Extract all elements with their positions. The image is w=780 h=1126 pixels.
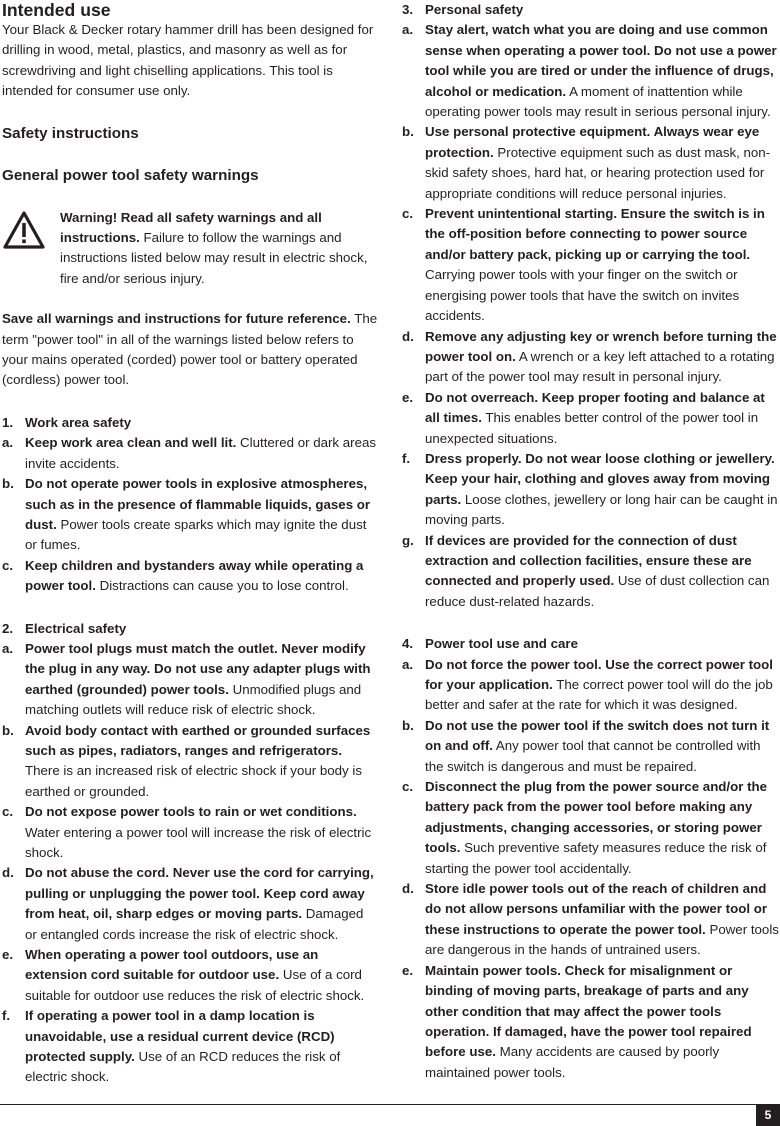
item-bold: Do not operate power tools in explosive atmospheres, such as in the presence of flammable liquids, gases or dust. bbox=[25, 476, 371, 532]
item-bold: Do not abuse the cord. Never use the cord for carrying, pulling or unplugging the power tool. Keep cord away from heat, oil, sharp edges or moving parts. bbox=[25, 865, 374, 922]
item-body: The correct power tool will do the job better and safer at the rate for which it was designed. bbox=[425, 677, 773, 713]
list-item bbox=[2, 556, 378, 597]
section-heading bbox=[2, 619, 378, 639]
section-heading bbox=[2, 413, 378, 433]
general-warnings-title: General power tool safety warnings bbox=[2, 166, 259, 184]
item-letter: d. bbox=[402, 881, 414, 897]
item-bold: Power tool plugs must match the outlet. Never modify the plug in any way. Do not use any adapter plugs with earthed (grounded) power tools. bbox=[25, 640, 371, 697]
warning-body: Failure to follow the warnings and instructions listed below may result in electric shock, fire and/or serious injury. bbox=[60, 230, 368, 286]
section-title: Personal safety bbox=[425, 2, 524, 17]
item-letter: b. bbox=[2, 476, 14, 492]
item-text bbox=[25, 945, 378, 1006]
item-body: A moment of inattention while operating power tools may result in serious personal injury. bbox=[425, 83, 771, 120]
list-item bbox=[402, 388, 780, 449]
item-letter: d. bbox=[2, 865, 14, 881]
item-text bbox=[425, 777, 780, 879]
item-text bbox=[425, 879, 780, 961]
left-sections bbox=[2, 413, 378, 1088]
item-letter: c. bbox=[402, 206, 414, 222]
list-item bbox=[2, 639, 378, 721]
item-bold: Avoid body contact with earthed or grounded surfaces such as pipes, radiators, ranges and refrigerators. bbox=[25, 722, 371, 758]
item-bold: Maintain power tools. Check for misalignment or binding of moving parts, breakage of parts and any other condition that may affect the power tools operation. If damaged, have the power tool repaired before use. bbox=[425, 962, 752, 1060]
item-letter: d. bbox=[402, 328, 414, 344]
section-title: Electrical safety bbox=[25, 620, 127, 636]
item-bold: Do not use the power tool if the switch does not turn it on and off. bbox=[425, 717, 770, 754]
left-column bbox=[2, 0, 378, 1088]
item-body: A wrench or a key left attached to a rotating part of the power tool may result in personal injury. bbox=[425, 348, 775, 385]
item-bold: Do not expose power tools to rain or wet conditions. bbox=[25, 804, 357, 820]
item-letter: f. bbox=[402, 450, 411, 466]
item-bold: If operating a power tool in a damp location is unavoidable, use a residual current device (RCD) protected supply. bbox=[25, 1008, 335, 1065]
item-bold: Do not overreach. Keep proper footing and balance at all times. bbox=[425, 389, 765, 426]
list-item bbox=[2, 945, 378, 1006]
item-letter: b. bbox=[402, 124, 414, 140]
item-text bbox=[425, 204, 780, 326]
right-column bbox=[402, 0, 780, 1083]
item-letter: e. bbox=[402, 389, 414, 405]
section-number: 2. bbox=[2, 620, 14, 636]
item-text bbox=[425, 961, 780, 1083]
list-item bbox=[402, 655, 780, 716]
section-2 bbox=[2, 619, 378, 1088]
item-letter: a. bbox=[2, 435, 14, 451]
warning-text bbox=[60, 208, 378, 290]
item-body: Protective equipment such as dust mask, non-skid safety shoes, hard hat, or hearing protection used for appropriate conditions will reduce personal injuries. bbox=[425, 144, 771, 201]
item-letter: c. bbox=[402, 779, 414, 795]
section-heading bbox=[402, 0, 780, 20]
item-body: Power tools create sparks which may ignite the dust or fumes. bbox=[25, 516, 367, 553]
right-sections bbox=[402, 0, 780, 1083]
item-bold: Stay alert, watch what you are doing and use common sense when operating a power tool. Do not use a power tool while you are tired or under the influence of drugs, alcohol or medication. bbox=[425, 22, 777, 99]
item-body: This enables better control of the power tool in unexpected situations. bbox=[425, 410, 759, 446]
item-bold: If devices are provided for the connection of dust extraction and collection facilities, ensure these are connected and properly used. bbox=[425, 532, 752, 589]
item-letter: b. bbox=[402, 717, 414, 733]
item-letter: g. bbox=[402, 532, 414, 548]
list-item bbox=[402, 961, 780, 1083]
item-text bbox=[25, 863, 378, 945]
item-text bbox=[425, 531, 780, 613]
item-bold: Prevent unintentional starting. Ensure the switch is in the off-position before connecting to power source and/or battery pack, picking up or carrying the tool. bbox=[425, 206, 765, 262]
page-number: 5 bbox=[756, 1105, 780, 1126]
list-item bbox=[402, 327, 780, 388]
item-bold: Disconnect the plug from the power source and/or the battery pack from the power tool before making any adjustments, changing accessories, or storing power tools. bbox=[425, 779, 768, 856]
section-title: Work area safety bbox=[25, 414, 132, 430]
item-body: Such preventive safety measures reduce the risk of starting the power tool accidentally. bbox=[425, 840, 767, 876]
item-letter: a. bbox=[2, 640, 14, 656]
warning-triangle-icon bbox=[2, 210, 46, 250]
list-item bbox=[402, 879, 780, 961]
item-text bbox=[425, 388, 780, 449]
item-text bbox=[425, 716, 780, 777]
item-body: Unmodified plugs and matching outlets will reduce risk of electric shock. bbox=[25, 681, 362, 718]
item-text bbox=[25, 474, 378, 556]
item-body: Distractions can cause you to lose control. bbox=[95, 578, 349, 594]
section-title: Power tool use and care bbox=[425, 636, 578, 652]
section-heading bbox=[402, 634, 780, 654]
item-body: Any power tool that cannot be controlled with the switch is dangerous and must be repaired. bbox=[425, 738, 761, 774]
item-text bbox=[425, 449, 780, 531]
item-body: Use of a cord suitable for outdoor use reduces the risk of electric shock. bbox=[25, 967, 365, 1003]
item-letter: e. bbox=[402, 962, 414, 978]
item-bold: Remove any adjusting key or wrench before turning the power tool on. bbox=[425, 328, 777, 364]
list-item bbox=[2, 802, 378, 863]
section-3 bbox=[402, 0, 780, 612]
item-letter: a. bbox=[402, 22, 414, 38]
item-bold: Store idle power tools out of the reach of children and do not allow persons unfamiliar with the power tool or these instructions to operate the power tool. bbox=[425, 881, 768, 937]
item-letter: a. bbox=[402, 656, 414, 672]
list-item bbox=[402, 716, 780, 777]
item-body: Water entering a power tool will increase the risk of electric shock. bbox=[25, 824, 372, 860]
item-letter: c. bbox=[2, 804, 14, 820]
item-text bbox=[25, 433, 378, 474]
list-item bbox=[2, 1006, 378, 1088]
section-4 bbox=[402, 634, 780, 1083]
list-item bbox=[402, 777, 780, 879]
intended-use-title: Intended use bbox=[2, 0, 111, 20]
list-item bbox=[2, 721, 378, 803]
save-instructions bbox=[2, 309, 378, 391]
section-number: 4. bbox=[402, 636, 414, 652]
item-body: Use of an RCD reduces the risk of electric shock. bbox=[25, 1049, 341, 1085]
item-letter: c. bbox=[2, 557, 14, 573]
section-number: 1. bbox=[2, 414, 14, 430]
item-bold: Use personal protective equipment. Always wear eye protection. bbox=[425, 124, 760, 160]
item-bold: When operating a power tool outdoors, use an extension cord suitable for outdoor use. bbox=[25, 947, 319, 983]
item-letter: e. bbox=[2, 947, 14, 963]
intended-use-text: Your Black & Decker rotary hammer drill has been designed for drilling in wood, metal, plastics, and masonry as well as for screwdriving and light chiselling applications. This tool is intended for consumer use only. bbox=[2, 22, 374, 99]
safety-instructions-title: Safety instructions bbox=[2, 124, 139, 142]
item-bold: Keep work area clean and well lit. bbox=[25, 435, 237, 451]
item-body: Loose clothes, jewellery or long hair can be caught in moving parts. bbox=[425, 491, 778, 528]
item-letter: f. bbox=[2, 1008, 11, 1024]
item-body: Cluttered or dark areas invite accidents. bbox=[25, 435, 377, 471]
item-text bbox=[425, 122, 780, 204]
item-bold: Keep children and bystanders away while operating a power tool. bbox=[25, 557, 364, 594]
section-1 bbox=[2, 413, 378, 597]
list-item bbox=[402, 204, 780, 326]
item-body: Power tools are dangerous in the hands of untrained users. bbox=[425, 921, 779, 958]
item-text bbox=[425, 655, 780, 716]
item-bold: Dress properly. Do not wear loose clothing or jewellery. Keep your hair, clothing and gloves away from moving parts. bbox=[425, 450, 775, 507]
list-item bbox=[402, 122, 780, 204]
item-text bbox=[25, 556, 378, 597]
item-text bbox=[25, 1006, 378, 1088]
list-item bbox=[2, 863, 378, 945]
item-body: Use of dust collection can reduce dust-related hazards. bbox=[425, 573, 770, 609]
item-body: Damaged or entangled cords increase the risk of electric shock. bbox=[25, 906, 364, 942]
list-item bbox=[2, 433, 378, 474]
list-item bbox=[402, 531, 780, 613]
item-text bbox=[425, 327, 780, 388]
item-text bbox=[425, 20, 780, 122]
item-body: Many accidents are caused by poorly maintained power tools. bbox=[425, 1044, 720, 1080]
item-letter: b. bbox=[2, 722, 14, 738]
section-number: 3. bbox=[402, 2, 414, 17]
warning-bold: Warning! Read all safety warnings and all instructions. bbox=[60, 209, 322, 246]
list-item bbox=[2, 474, 378, 556]
list-item bbox=[402, 20, 780, 122]
item-text bbox=[25, 802, 378, 863]
warning-block bbox=[2, 208, 378, 290]
item-text bbox=[25, 721, 378, 803]
item-body: There is an increased risk of electric shock if your body is earthed or grounded. bbox=[25, 763, 362, 799]
save-body: The term "power tool" in all of the warnings listed below refers to your mains operated (corded) power tool or battery operated (cordless) power tool. bbox=[2, 311, 378, 388]
list-item bbox=[402, 449, 780, 531]
footer-divider bbox=[0, 1104, 780, 1105]
save-bold: Save all warnings and instructions for future reference. bbox=[2, 311, 351, 327]
item-bold: Do not force the power tool. Use the correct power tool for your application. bbox=[425, 656, 773, 692]
item-text bbox=[25, 639, 378, 721]
item-body: Carrying power tools with your finger on the switch or energising power tools that have the switch on invites accidents. bbox=[425, 267, 740, 324]
